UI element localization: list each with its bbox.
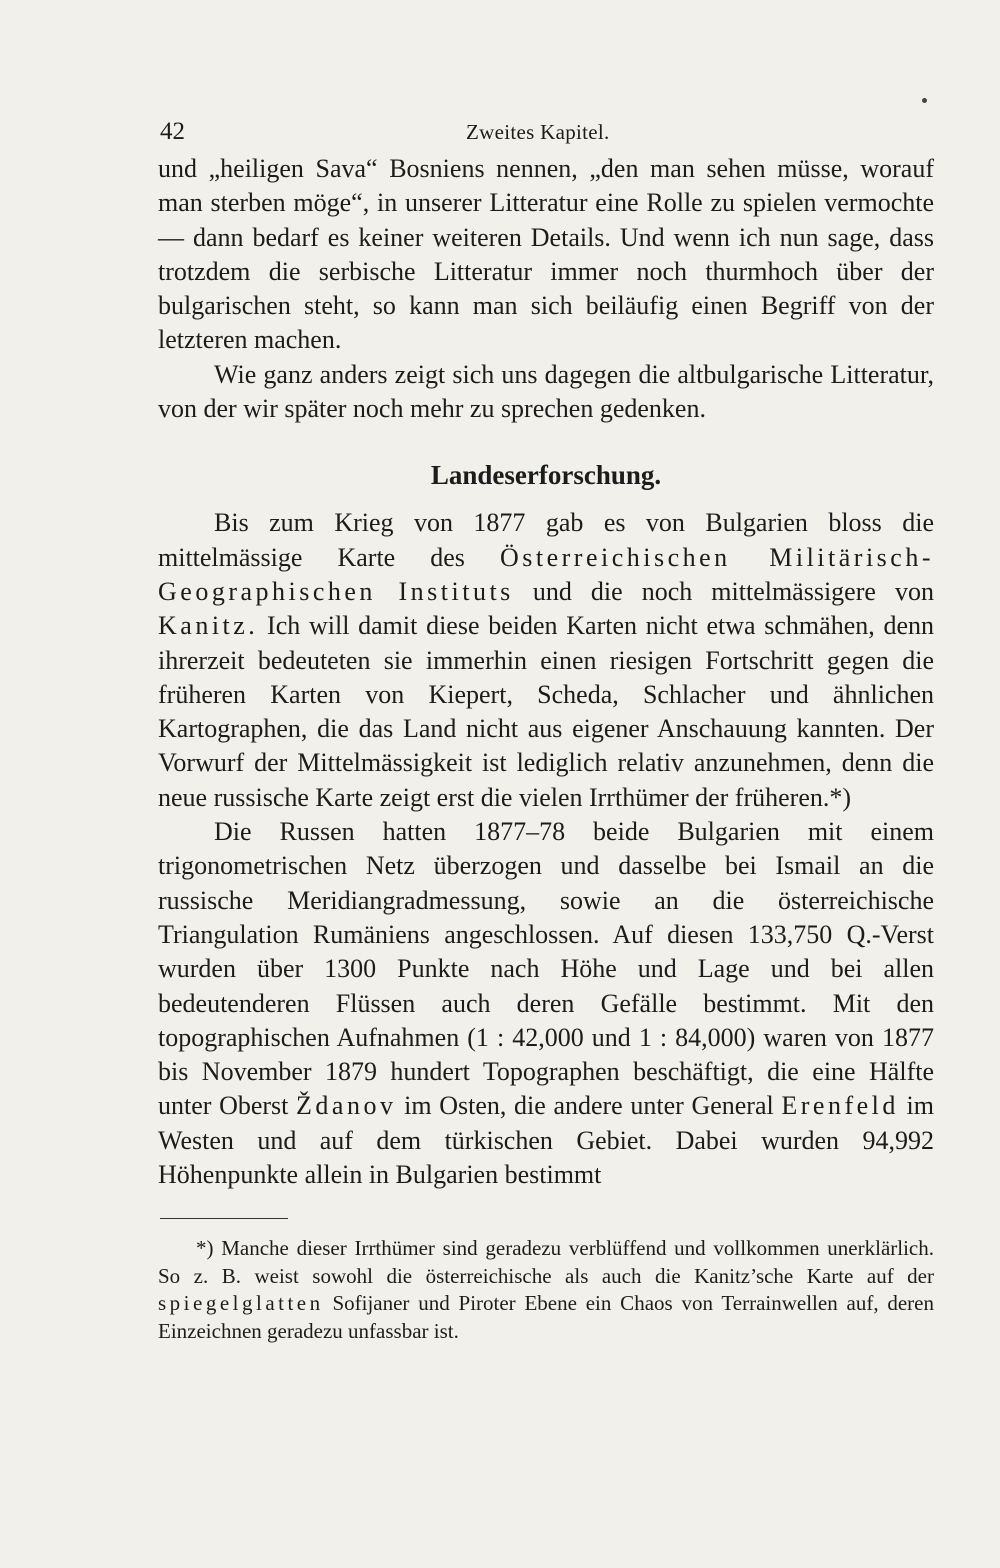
paragraph-3-text-3: Ich will damit diese beiden Karten nicht etwa schmähen, denn ihrerzeit bedeuteten sie immerhin einen riesigen Fortschritt gegen die früheren Karten von Kiepert, Scheda, Schlacher und ähnlichen Kartographen, die das Land nicht aus eigener Anschauung kannten. Der Vorwurf der Mittelmässigkeit ist lediglich relativ anzunehmen, denn die neue russische Karte zeigt erst die vielen Irrthümer der früheren.*) [158,611,934,812]
ink-speck [922,98,927,103]
paragraph-3-text-1: Bis zum Krieg von 1877 gab es von Bulgarien bloss die mittelmässige Karte des [158,508,934,572]
name-zdanov: Ždanov [296,1091,397,1121]
footnote-spaced-word: spiegelglatten [158,1291,324,1316]
paragraph-4-text-3: im Westen und auf dem türkischen Gebiet. Dabei wurden 94,992 Höhenpunkte allein in Bulgarien bestimmt [158,1091,934,1190]
book-page [158,118,934,1345]
paragraph-3 [158,506,934,815]
chapter-title: Zweites Kapitel. [466,120,610,144]
running-head [158,118,934,152]
paragraph-1: und „heiligen Sava“ Bosniens nennen, „den man sehen müsse, worauf man sterben möge“, in unserer Litteratur eine Rolle zu spielen vermochte — dann bedarf es keiner weiteren Details. Und wenn ich nun sage, dass trotzdem die serbische Litteratur immer noch thurmhoch über der bulgarischen steht, so kann man sich beiläufig einen Begriff von der letzteren machen. [158,154,934,355]
footnote [158,1235,934,1345]
name-erenfeld: Erenfeld [781,1091,899,1121]
footnote-text-2: Sofijaner und Piroter Ebene ein Chaos von Terrainwellen auf, deren Einzeichnen geradezu unfassbar ist. [158,1291,934,1343]
paragraph-3-text-2: und die noch mittelmässigere von [513,576,934,606]
paragraph-4-text-1: Die Russen hatten 1877–78 beide Bulgarien mit einem trigonometrischen Netz überzogen und dasselbe bei Ismail an die russische Meridiangradmessung, sowie an die österreichische Triangulation Rumäniens angeschlossen. Auf diesen 133,750 Q.-Verst wurden über 1300 Punkte nach Höhe und Lage und bei allen bedeutenderen Flüssen auch deren Gefälle bestimmt. Mit den topographischen Aufnahmen (1 : 42,000 und 1 : 84,000) waren von 1877 bis November 1879 hundert Topographen beschäftigt, die eine Hälfte unter Oberst [158,817,934,1121]
page-number: 42 [160,118,185,145]
institute-name: Österreichischen Militärisch-Geographischen Instituts [158,542,934,606]
footnote-rule [160,1218,288,1219]
paragraph-4-text-2: im Osten, die andere unter General [396,1091,782,1121]
footnote-text-1: *) Manche dieser Irrthümer sind geradezu verblüffend und vollkommen unerklärlich. So z. B. weist sowohl die österreichische als auch die Kanitz’sche Karte auf der [158,1236,934,1288]
name-kanitz: Kanitz. [158,611,259,641]
section-heading: Landeserforschung. [430,460,662,491]
paragraph-4 [158,815,934,1192]
paragraph-2: Wie ganz anders zeigt sich uns dagegen die altbulgarische Litteratur, von der wir später noch mehr zu sprechen gedenken. [158,359,934,424]
